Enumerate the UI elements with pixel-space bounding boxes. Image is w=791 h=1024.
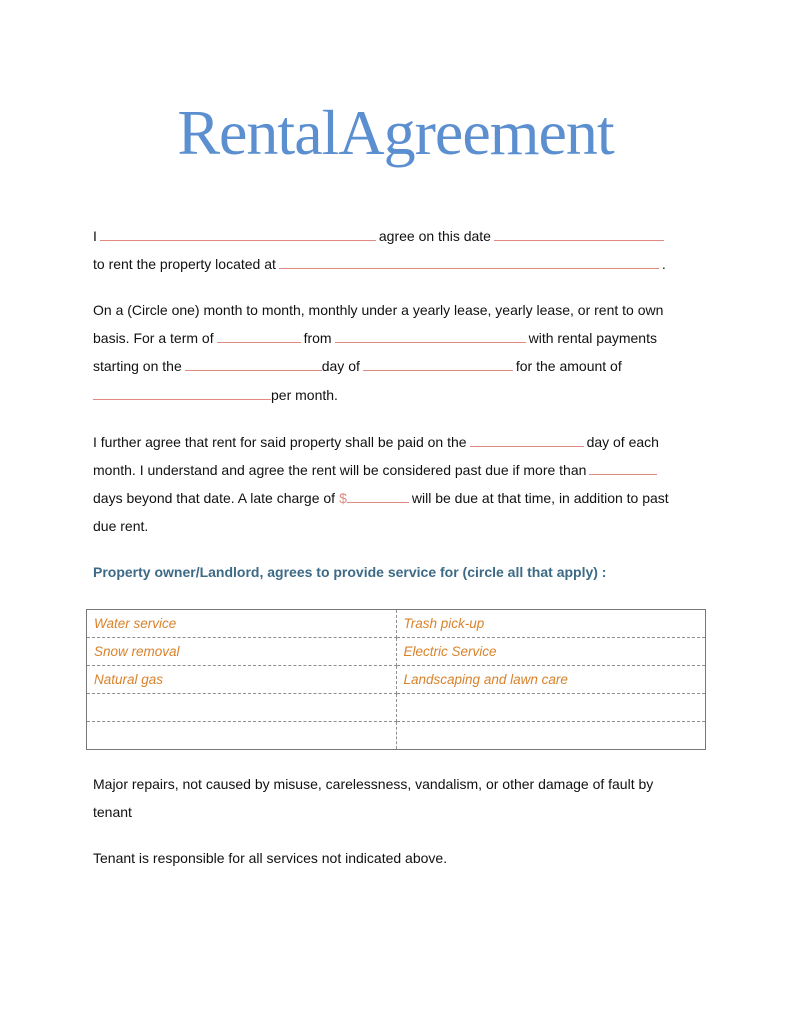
services-table: [86, 609, 706, 750]
dollar-sign: $: [339, 490, 347, 506]
payment-day-blank[interactable]: [185, 357, 322, 371]
service-cell[interactable]: Snow removal: [87, 638, 397, 666]
table-row: [87, 610, 706, 638]
repairs-text-line-1: Major repairs, not caused by misuse, carelessness, vandalism, or other damage of fault by: [93, 776, 654, 792]
table-row: [87, 722, 706, 750]
service-cell[interactable]: Landscaping and lawn care: [396, 666, 706, 694]
line-lease-type: On a (Circle one) month to month, monthly under a yearly lease, yearly lease, or rent to own: [93, 302, 664, 318]
service-cell[interactable]: [396, 694, 706, 722]
table-row: [87, 638, 706, 666]
tenant-responsibility-note: Tenant is responsible for all services not indicated above.: [93, 850, 448, 866]
late-charge-blank[interactable]: [347, 489, 409, 503]
services-heading: Property owner/Landlord, agrees to provide service for (circle all that apply) :: [93, 564, 607, 580]
line-late-charge: days beyond that date. A late charge of $ will be due at that time, in addition to past: [93, 490, 669, 506]
line-term: basis. For a term of from with rental payments: [93, 330, 657, 346]
rent-due-day-blank[interactable]: [470, 433, 584, 447]
service-cell[interactable]: Trash pick-up: [396, 610, 706, 638]
service-cell[interactable]: Water service: [87, 610, 397, 638]
service-cell[interactable]: Natural gas: [87, 666, 397, 694]
property-address-blank[interactable]: [279, 255, 659, 269]
line-due-rent: due rent.: [93, 518, 149, 534]
service-cell[interactable]: [87, 694, 397, 722]
service-cell[interactable]: [87, 722, 397, 750]
term-blank[interactable]: [217, 329, 301, 343]
table-row: [87, 666, 706, 694]
tenant-name-blank[interactable]: [100, 227, 376, 241]
agreement-date-blank[interactable]: [494, 227, 664, 241]
table-row: [87, 694, 706, 722]
line-property-address: to rent the property located at .: [93, 256, 666, 272]
grace-days-blank[interactable]: [589, 461, 657, 475]
line-payment-start: starting on the day of for the amount of: [93, 358, 622, 374]
service-cell[interactable]: Electric Service: [396, 638, 706, 666]
service-cell[interactable]: [396, 722, 706, 750]
document-title: RentalAgreement: [177, 97, 614, 168]
line-rent-due-day: I further agree that rent for said property shall be paid on the day of each: [93, 434, 659, 450]
repairs-text-line-2: tenant: [93, 804, 132, 820]
line-past-due: month. I understand and agree the rent will be considered past due if more than: [93, 461, 660, 479]
term-start-blank[interactable]: [335, 329, 526, 343]
line-amount: per month.: [93, 386, 338, 404]
line-agreement-party: I agree on this date: [93, 227, 667, 245]
payment-month-blank[interactable]: [363, 357, 513, 371]
rent-amount-blank[interactable]: [93, 386, 271, 400]
